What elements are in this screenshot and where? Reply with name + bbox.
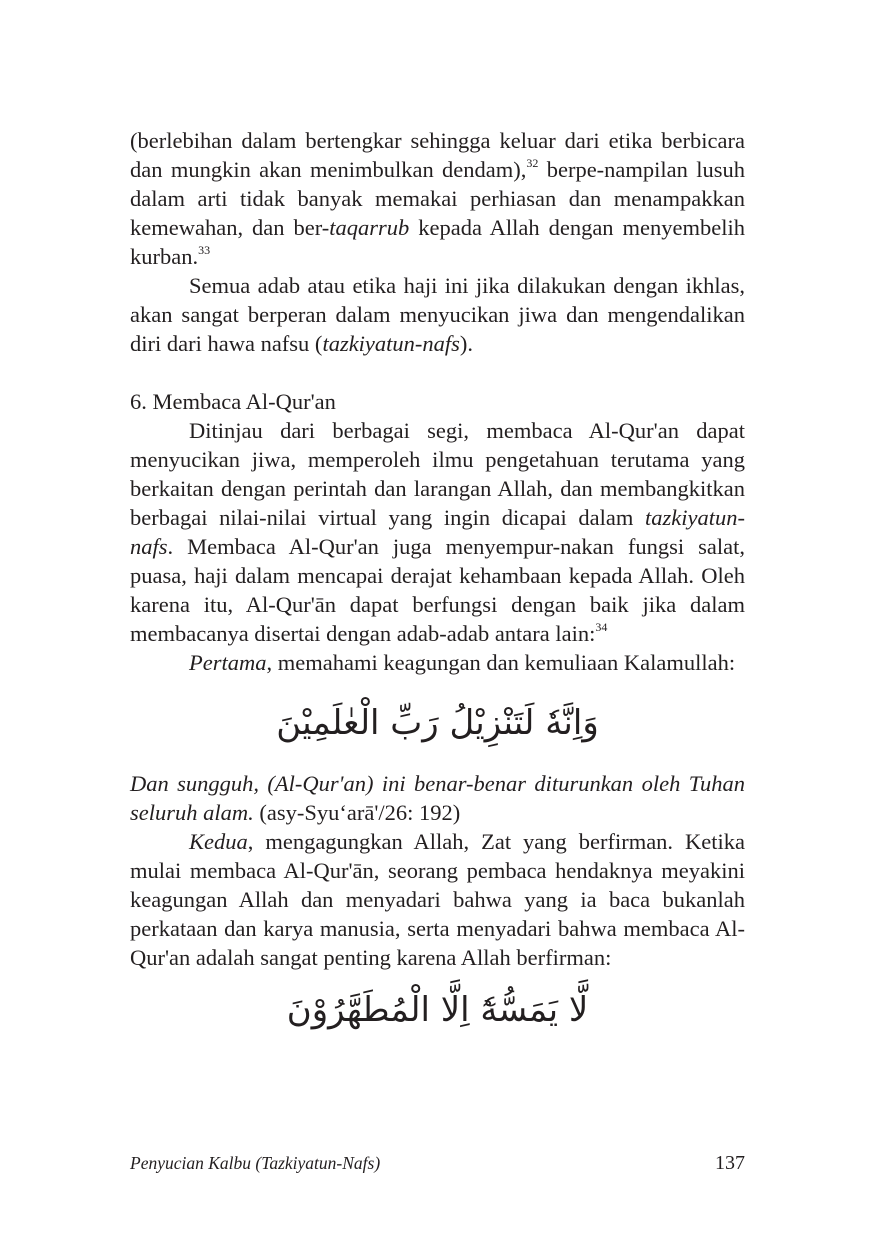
text-span: Ditinjau dari berbagai segi, membaca Al-Qur'an dapat menyucikan jiwa, memperoleh ilmu pengetahuan terutama yang berkaitan dengan perintah dan larangan Allah, dan membangkitkan berbagai nilai-nilai virtual yang ingin dicapai dalam [130, 418, 745, 530]
text-span: ). [459, 331, 474, 356]
verse-reference: (asy-Syu‘arā'/26: 192) [253, 800, 461, 825]
italic-term-kedua: Kedua [189, 829, 248, 854]
text-span: , memahami keagungan dan kemuliaan Kalamullah: [266, 650, 736, 675]
translation-text: Dan sungguh, (Al-Qur'an) ini benar-benar diturunkan oleh Tuhan seluruh alam. [130, 771, 745, 825]
arabic-verse-2: لَّا يَمَسُّهٗٓ اِلَّا الْمُطَهَّرُوْنَ [286, 990, 589, 1030]
italic-term-tazkiyatun-nafs: tazkiyatun-nafs [130, 505, 745, 559]
text-span: Semua adab atau etika haji ini jika dilakukan dengan ikhlas, akan sangat berperan dalam menyucikan jiwa dan mengendalikan diri dari hawa nafsu ( [130, 273, 745, 356]
paragraph-membaca-quran [130, 416, 745, 648]
italic-term-tazkiyatun-nafs: tazkiyatun-nafs [322, 331, 460, 356]
footnote-ref-32: 32 [526, 155, 539, 170]
paragraph-etika-haji [130, 271, 745, 358]
italic-term-taqarrub: taqarrub [329, 215, 410, 240]
section-heading: 6. Membaca Al-Qur'an [130, 389, 336, 414]
page-footer [130, 1150, 745, 1176]
text-span: berpe-nampilan lusuh dalam arti tidak banyak memakai perhiasan dan menampakkan kemewahan, dan ber- [130, 157, 745, 240]
paragraph-pertama [130, 648, 745, 677]
footnote-ref-33: 33 [198, 242, 211, 257]
page-number: 137 [715, 1152, 745, 1174]
footnote-ref-34: 34 [595, 619, 608, 634]
arabic-verse-1: وَاِنَّهٗ لَتَنْزِيْلُ رَبِّ الْعٰلَمِيْنَ [276, 703, 599, 743]
italic-term-pertama: Pertama [189, 650, 267, 675]
text-span: (berlebihan dalam bertengkar sehingga keluar dari etika berbicara dan mungkin akan menimbulkan dendam), [130, 128, 745, 182]
paragraph-kedua [130, 827, 745, 972]
text-span: kepada Allah dengan menyembelih kurban. [130, 215, 745, 269]
running-title: Penyucian Kalbu (Tazkiyatun-Nafs) [130, 1153, 381, 1173]
verse-translation [130, 769, 745, 827]
paragraph-adab-haji [130, 126, 745, 271]
page-body [130, 126, 745, 1030]
text-span: . Membaca Al-Qur'an juga menyempur-nakan fungsi salat, puasa, haji dalam mencapai derajat kehambaan kepada Allah. Oleh karena itu, Al-Qur'ān dapat berfungsi dengan baik jika dalam membacanya disertai dengan adab-adab antara lain: [130, 534, 745, 646]
text-span: , mengagungkan Allah, Zat yang berfirman. Ketika mulai membaca Al-Qur'ān, seorang pembaca hendaknya meyakini keagungan Allah dan menyadari bahwa yang ia baca bukanlah perkataan dan karya manusia, serta menyadari bahwa membaca Al-Qur'an adalah sangat penting karena Allah berfirman: [130, 829, 745, 970]
